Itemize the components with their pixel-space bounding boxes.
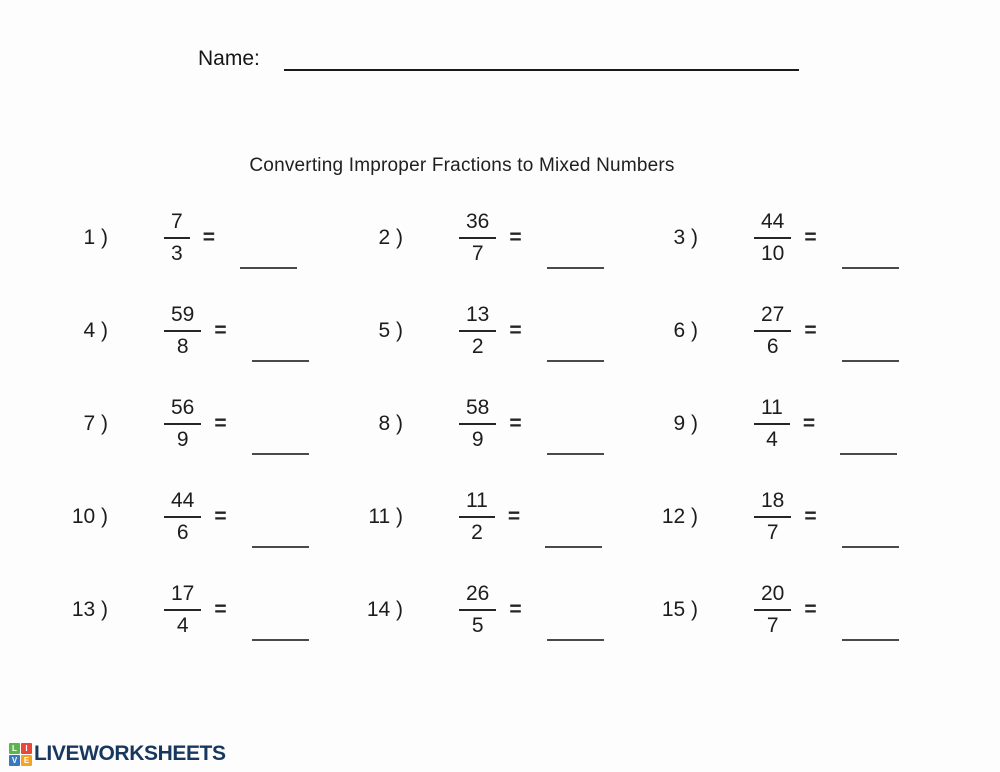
- problem-14: [355, 563, 650, 656]
- fraction-numerator: 17: [164, 582, 201, 610]
- problem-number: 9 ): [673, 411, 698, 435]
- fraction-numerator: 11: [459, 489, 495, 517]
- liveworksheets-logo: [9, 742, 226, 766]
- answer-blank[interactable]: [252, 453, 309, 455]
- answer-blank[interactable]: [547, 360, 604, 362]
- fraction: [459, 210, 496, 264]
- equals-sign: =: [804, 504, 817, 528]
- problem-13: [60, 563, 355, 656]
- problem-8: [355, 377, 650, 470]
- problem-number: 10 ): [71, 504, 108, 528]
- answer-blank[interactable]: [545, 546, 602, 548]
- fraction-denominator: 4: [766, 427, 778, 451]
- equals-sign: =: [507, 504, 521, 528]
- fraction-denominator: 7: [766, 613, 779, 637]
- fraction: [459, 396, 496, 450]
- answer-blank[interactable]: [842, 360, 899, 362]
- logo-square-i: I: [21, 743, 32, 754]
- answer-blank[interactable]: [547, 453, 604, 455]
- answer-blank[interactable]: [252, 639, 309, 641]
- problems-grid: [60, 191, 945, 656]
- problem-number: 1 ): [83, 225, 108, 249]
- answer-blank[interactable]: [240, 267, 297, 269]
- problem-5: [355, 284, 650, 377]
- problem-12: [650, 470, 945, 563]
- answer-blank[interactable]: [547, 267, 604, 269]
- equals-sign: =: [214, 597, 227, 621]
- fraction: [754, 303, 791, 357]
- problem-number: 4 ): [83, 318, 108, 342]
- equals-sign: =: [214, 411, 227, 435]
- fraction: [164, 582, 201, 636]
- fraction: [164, 489, 201, 543]
- fraction-numerator: 44: [754, 210, 791, 238]
- answer-blank[interactable]: [547, 639, 604, 641]
- equals-sign: =: [202, 225, 215, 249]
- name-label: Name:: [198, 47, 260, 70]
- problem-number: 11 ): [368, 504, 403, 528]
- fraction: [754, 582, 791, 636]
- fraction-numerator: 36: [459, 210, 496, 238]
- fraction: [164, 396, 201, 450]
- problem-10: [60, 470, 355, 563]
- problem-number: 15 ): [661, 597, 698, 621]
- equals-sign: =: [804, 225, 817, 249]
- problem-number: 12 ): [661, 504, 698, 528]
- answer-blank[interactable]: [252, 546, 309, 548]
- fraction-numerator: 27: [754, 303, 791, 331]
- problem-7: [60, 377, 355, 470]
- liveworksheets-logo-icon: [9, 743, 32, 766]
- answer-blank[interactable]: [840, 453, 897, 455]
- brand-text: LIVEWORKSHEETS: [34, 742, 226, 765]
- fraction-denominator: 6: [176, 520, 189, 544]
- fraction-denominator: 4: [176, 613, 189, 637]
- fraction: [459, 582, 496, 636]
- fraction-denominator: 2: [471, 334, 484, 358]
- name-row: [198, 47, 799, 71]
- equals-sign: =: [804, 318, 817, 342]
- logo-square-l: L: [9, 743, 20, 754]
- name-input-line[interactable]: [284, 47, 799, 71]
- problem-3: [650, 191, 945, 284]
- equals-sign: =: [509, 411, 522, 435]
- fraction-denominator: 3: [171, 241, 183, 265]
- answer-blank[interactable]: [842, 546, 899, 548]
- problem-number: 3 ): [673, 225, 698, 249]
- problem-4: [60, 284, 355, 377]
- fraction-denominator: 7: [471, 241, 484, 265]
- logo-square-e: E: [21, 755, 32, 766]
- equals-sign: =: [214, 504, 227, 528]
- fraction: [164, 303, 201, 357]
- worksheet-title: Converting Improper Fractions to Mixed Numbers: [249, 155, 675, 176]
- problem-number: 14 ): [366, 597, 403, 621]
- problem-9: [650, 377, 945, 470]
- fraction-denominator: 7: [766, 520, 779, 544]
- equals-sign: =: [214, 318, 227, 342]
- fraction-numerator: 56: [164, 396, 201, 424]
- problem-number: 2 ): [378, 225, 403, 249]
- equals-sign: =: [804, 597, 817, 621]
- answer-blank[interactable]: [252, 360, 309, 362]
- problem-2: [355, 191, 650, 284]
- fraction: [754, 396, 790, 450]
- fraction-denominator: 2: [471, 520, 483, 544]
- equals-sign: =: [802, 411, 816, 435]
- fraction-numerator: 58: [459, 396, 496, 424]
- problem-number: 13 ): [71, 597, 108, 621]
- problem-number: 7 ): [83, 411, 108, 435]
- answer-blank[interactable]: [842, 639, 899, 641]
- equals-sign: =: [509, 597, 522, 621]
- problem-6: [650, 284, 945, 377]
- fraction-denominator: 5: [471, 613, 484, 637]
- fraction-denominator: 10: [761, 241, 785, 265]
- fraction-denominator: 9: [176, 427, 189, 451]
- fraction: [459, 489, 495, 543]
- fraction: [754, 489, 791, 543]
- logo-square-v: V: [9, 755, 20, 766]
- fraction-numerator: 44: [164, 489, 201, 517]
- problem-number: 5 ): [378, 318, 403, 342]
- problem-15: [650, 563, 945, 656]
- fraction-numerator: 13: [459, 303, 496, 331]
- fraction-numerator: 26: [459, 582, 496, 610]
- fraction-numerator: 18: [754, 489, 791, 517]
- problem-1: [60, 191, 355, 284]
- fraction-denominator: 9: [471, 427, 484, 451]
- answer-blank[interactable]: [842, 267, 899, 269]
- problem-number: 8 ): [378, 411, 403, 435]
- fraction: [164, 210, 190, 264]
- fraction-numerator: 11: [754, 396, 790, 424]
- problem-11: [355, 470, 650, 563]
- fraction: [754, 210, 791, 264]
- problem-number: 6 ): [673, 318, 698, 342]
- fraction-denominator: 8: [176, 334, 189, 358]
- fraction: [459, 303, 496, 357]
- equals-sign: =: [509, 225, 522, 249]
- equals-sign: =: [509, 318, 522, 342]
- fraction-numerator: 20: [754, 582, 791, 610]
- fraction-numerator: 59: [164, 303, 201, 331]
- fraction-denominator: 6: [766, 334, 779, 358]
- fraction-numerator: 7: [164, 210, 190, 238]
